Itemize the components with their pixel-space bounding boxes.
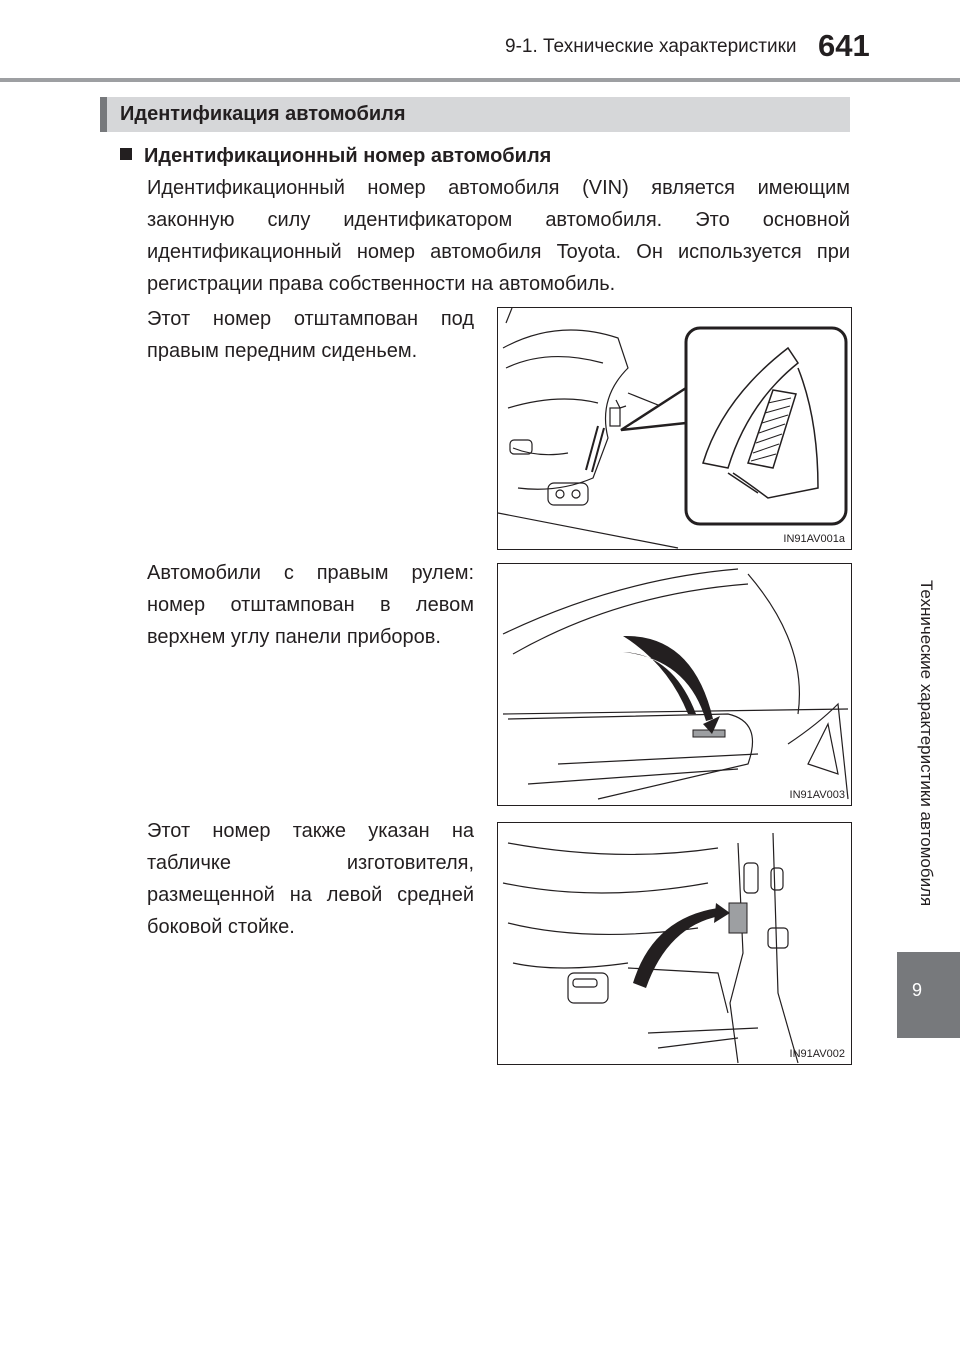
section-accent (100, 97, 107, 132)
vin-heading (120, 145, 551, 168)
figure-2-code: IN91AV003 (789, 789, 845, 801)
page-number: 641 (818, 28, 870, 63)
pillar-illustration (498, 823, 851, 1064)
bullet-square-icon (120, 148, 132, 160)
seat-illustration (498, 308, 851, 549)
side-tab-label: Технические характеристики автомобиля (917, 580, 936, 907)
section-heading-bar (100, 97, 850, 132)
figure-3-caption: Этот номер также указан на табличке изготовителя, размещенной на левой средней боковой стойке. (147, 820, 474, 938)
dashboard-illustration (498, 564, 851, 805)
chapter-number: 9 (911, 980, 922, 1000)
figure-seat-vin (497, 307, 852, 550)
figure-2-caption: Автомобили с правым рулем: номер отштампован в левом верхнем углу панели приборов. (147, 562, 474, 648)
vin-paragraph-text: Идентификационный номер автомобиля (VIN) является имеющим законную силу идентификатором автомобиля. Это основной идентификационный номер автомобиля Toyota. Он используется при регистрации права собственности на автомобиль. (147, 177, 850, 295)
section-title: Идентификация автомобиля (120, 103, 406, 125)
header-title: 9-1. Технические характеристики (505, 36, 797, 57)
figure-dashboard-vin (497, 563, 852, 806)
vin-heading-text: Идентификационный номер автомобиля (144, 145, 552, 167)
vin-paragraph (147, 172, 850, 300)
figure-pillar-vin (497, 822, 852, 1065)
figure-3-code: IN91AV002 (789, 1048, 845, 1060)
chapter-number-tab (897, 952, 960, 1038)
figure-1-code: IN91AV001a (783, 533, 845, 545)
figure-1-caption: Этот номер отштампован под правым передним сиденьем. (147, 308, 474, 362)
header-rule (0, 78, 960, 82)
